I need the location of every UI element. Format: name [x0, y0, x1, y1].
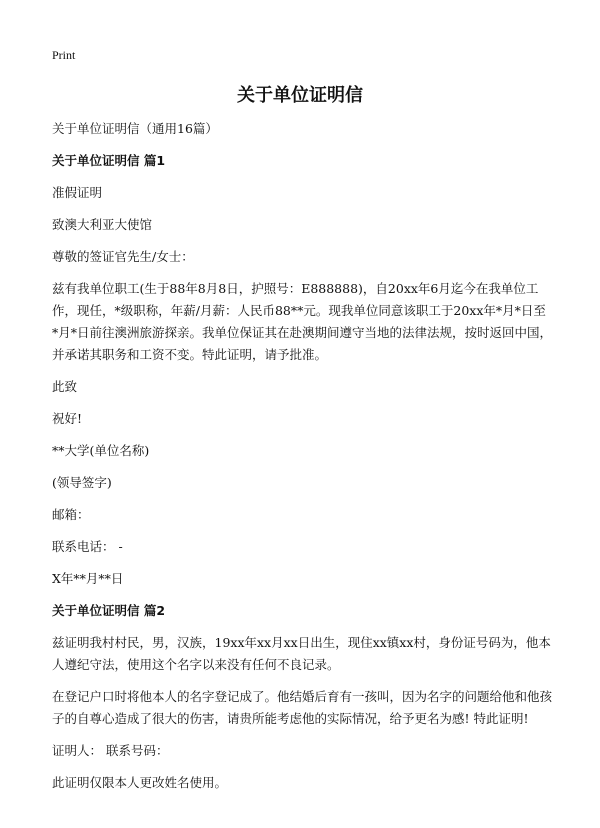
paragraph: X年**月**日	[52, 571, 124, 586]
paragraph: 此证明仅限本人更改姓名使用。	[52, 775, 228, 790]
print-label: Print	[52, 48, 76, 62]
paragraph: 邮箱：	[52, 507, 90, 522]
paragraph: 在登记户口时将他本人的名字登记成了。他结婚后育有一孩叫，因为名字的问题给他和他孩子的自尊心造成了很大的伤害，请贵所能考虑他的实际情况，给予更名为感! 特此证明!	[52, 689, 553, 726]
paragraph: 兹有我单位职工(生于88年8月8日，护照号：E888888)，自20xx年6月迄今在我单位工作，现任，*级职称，年薪/月薪：人民币88**元。现我单位同意该职工于20xx年*月*日至*月*日前往澳洲旅游探亲。我单位保证其在赴澳期间遵守当地的法律法规，按时返回中国，并承诺其职务和工资不变。特此证明，请予批准。	[52, 281, 553, 362]
paragraph: 证明人： 联系号码：	[52, 743, 169, 758]
section-heading: 关于单位证明信 篇2	[52, 603, 166, 618]
paragraph: 此致	[52, 379, 78, 394]
paragraph: 尊敬的签证官先生/女士：	[52, 249, 194, 264]
document-body	[52, 118, 552, 804]
paragraph: (领导签字)	[52, 475, 112, 490]
paragraph: 准假证明	[52, 185, 103, 200]
paragraph: 祝好!	[52, 411, 83, 426]
document-subtitle: 关于单位证明信（通用16篇）	[52, 121, 218, 136]
paragraph: 兹证明我村村民，男，汉族，19xx年xx月xx日出生，现住xx镇xx村，身份证号码为，他本人遵纪守法，使用这个名字以来没有任何不良记录。	[52, 635, 551, 672]
paragraph: 致澳大利亚大使馆	[52, 217, 153, 232]
paragraph: 联系电话： -	[52, 539, 123, 554]
section-heading: 关于单位证明信 篇1	[52, 153, 166, 168]
page-title: 关于单位证明信	[237, 85, 363, 106]
paragraph: **大学(单位名称)	[52, 443, 150, 458]
